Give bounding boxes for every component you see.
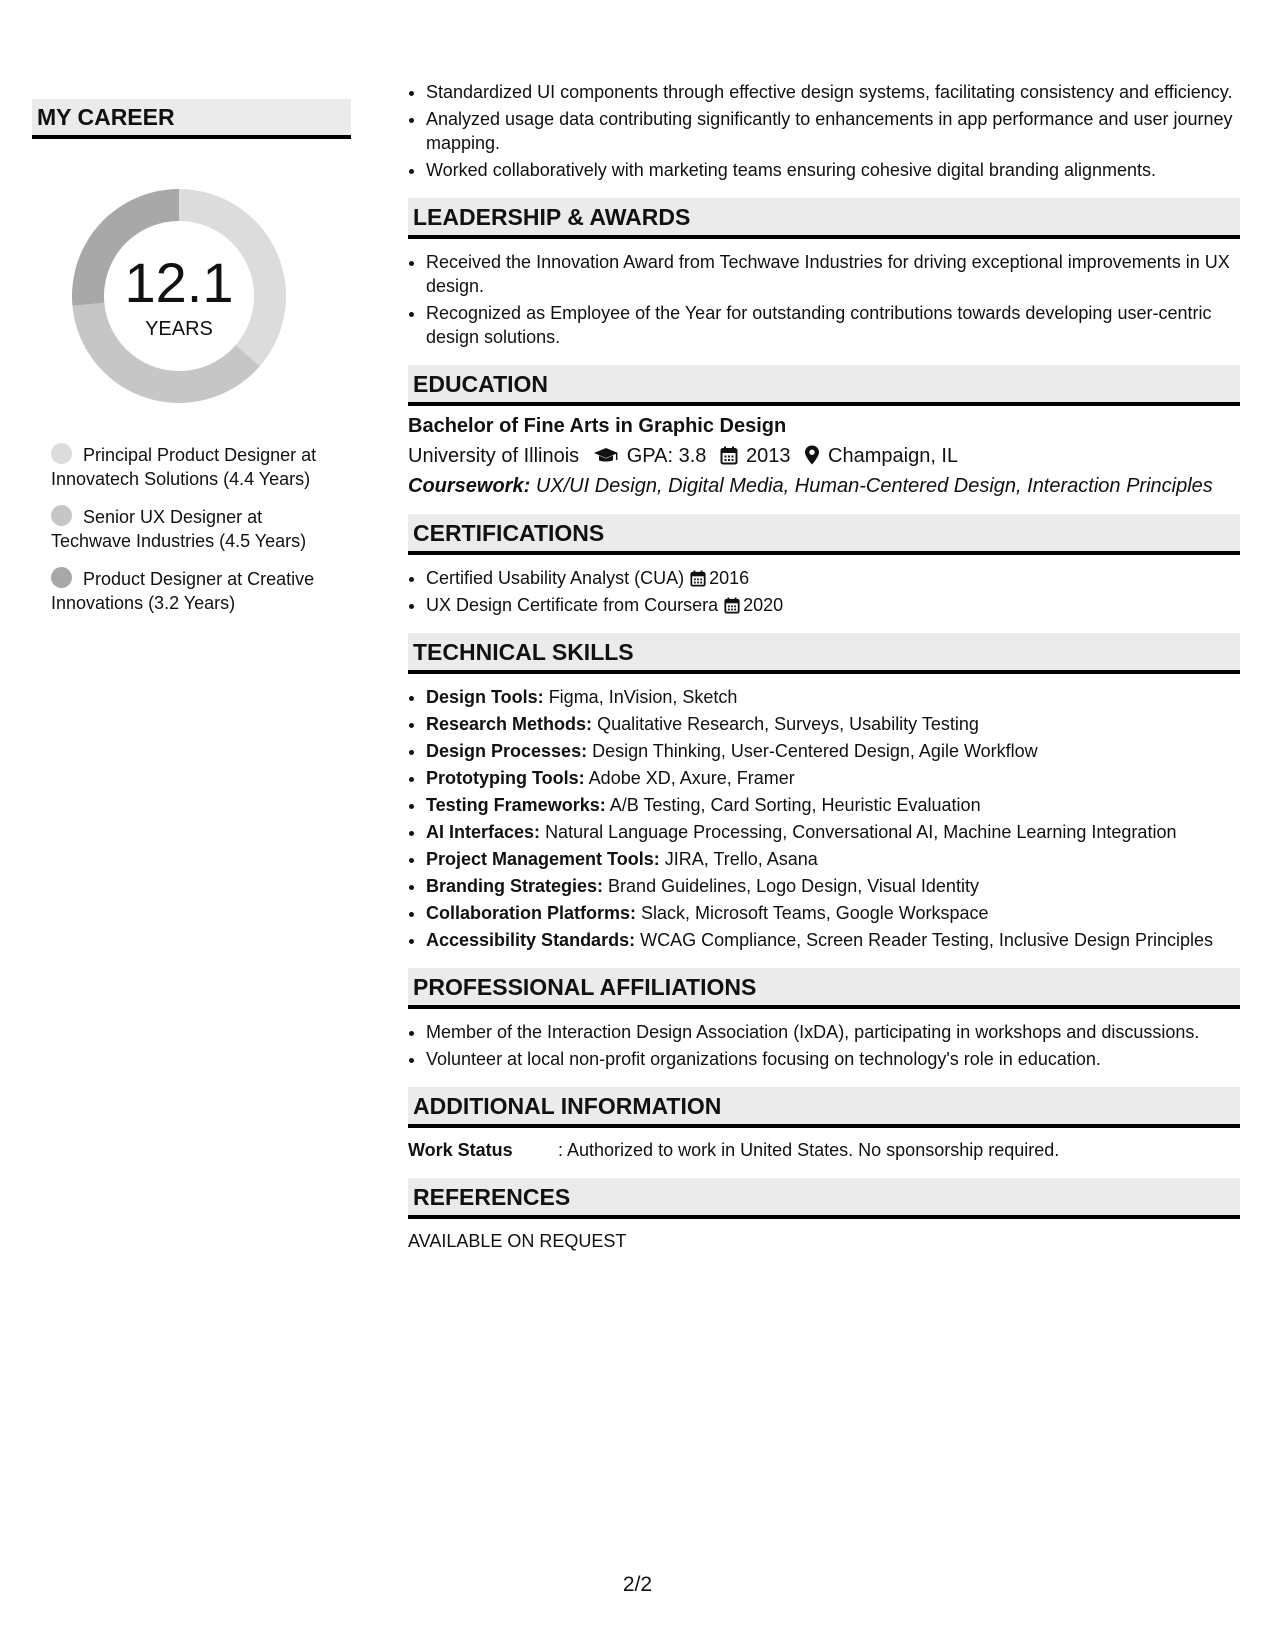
certification-name: UX Design Certificate from Coursera <box>426 595 719 615</box>
skill-value: WCAG Compliance, Screen Reader Testing, Inclusive Design Principles <box>640 930 1214 950</box>
certification-name: Certified Usability Analyst (CUA) <box>426 568 685 588</box>
affiliations-heading: PROFESSIONAL AFFILIATIONS <box>408 968 1240 1009</box>
references-heading: REFERENCES <box>408 1178 1240 1219</box>
certifications-list <box>408 566 1240 617</box>
skills-section <box>408 633 1240 952</box>
coursework-line <box>408 474 1240 498</box>
skill-label: Project Management Tools: <box>426 849 660 869</box>
additional-info-section <box>408 1087 1240 1162</box>
affiliations-list <box>408 1020 1240 1071</box>
skill-value: Brand Guidelines, Logo Design, Visual Identity <box>608 876 979 896</box>
skill-label: Accessibility Standards: <box>426 930 636 950</box>
skill-value: Adobe XD, Axure, Framer <box>588 768 795 788</box>
list-item: • Volunteer at local non-profit organizations focusing on technology's role in education. <box>426 1047 1240 1071</box>
list-item <box>426 820 1240 844</box>
list-item <box>426 685 1240 709</box>
experience-bullets <box>408 80 1240 182</box>
education-heading: EDUCATION <box>408 365 1240 406</box>
skill-value: Qualitative Research, Surveys, Usability Testing <box>597 714 979 734</box>
calendar-icon <box>690 570 706 587</box>
skill-value: Natural Language Processing, Conversational AI, Machine Learning Integration <box>545 822 1177 842</box>
awards-list <box>408 250 1240 349</box>
certification-year: 2016 <box>709 568 750 588</box>
main-column <box>408 80 1240 1253</box>
list-item <box>426 766 1240 790</box>
coursework-value: UX/UI Design, Digital Media, Human-Centered Design, Interaction Principles <box>535 475 1213 497</box>
skill-value: Figma, InVision, Sketch <box>548 687 738 707</box>
legend-dot <box>51 567 72 588</box>
legend-dot <box>51 443 72 464</box>
location-pin-icon <box>804 445 820 465</box>
degree-title: Bachelor of Fine Arts in Graphic Design <box>408 415 787 437</box>
list-item: • Analyzed usage data contributing significantly to enhancements in app performance and user journey mapping. <box>426 107 1240 155</box>
list-item <box>426 566 1240 590</box>
skill-label: Research Methods: <box>426 714 593 734</box>
awards-heading: LEADERSHIP & AWARDS <box>408 198 1240 239</box>
calendar-icon <box>720 446 738 465</box>
skill-value: Slack, Microsoft Teams, Google Workspace <box>641 903 989 923</box>
list-item: • Recognized as Employee of the Year for outstanding contributions towards developing user-centric design solutions. <box>426 301 1240 349</box>
calendar-icon <box>724 597 740 614</box>
list-item <box>426 739 1240 763</box>
coursework-label: Coursework: <box>408 475 531 497</box>
career-legend <box>51 443 341 615</box>
references-text: AVAILABLE ON REQUEST <box>408 1231 627 1251</box>
references-section <box>408 1178 1240 1253</box>
skill-label: AI Interfaces: <box>426 822 541 842</box>
career-heading: MY CAREER <box>32 99 351 139</box>
skill-label: Collaboration Platforms: <box>426 903 637 923</box>
list-item: • Member of the Interaction Design Association (IxDA), participating in workshops and discussions. <box>426 1020 1240 1044</box>
work-status-value: : Authorized to work in United States. No sponsorship required. <box>558 1140 1060 1160</box>
legend-item-role-1 <box>51 443 341 491</box>
list-item: • Worked collaboratively with marketing teams ensuring cohesive digital branding alignments. <box>426 158 1240 182</box>
skill-value: JIRA, Trello, Asana <box>664 849 818 869</box>
legend-label: Senior UX Designer at Techwave Industries (4.5 Years) <box>51 507 307 551</box>
graduation-cap-icon <box>593 447 619 465</box>
skill-label: Branding Strategies: <box>426 876 604 896</box>
certifications-section <box>408 514 1240 617</box>
list-item <box>426 847 1240 871</box>
skill-label: Prototyping Tools: <box>426 768 585 788</box>
affiliations-section <box>408 968 1240 1071</box>
work-status-label: Work Status <box>408 1140 513 1160</box>
page-number: 2/2 <box>622 1573 653 1596</box>
school-location: Champaign, IL <box>828 445 959 467</box>
skill-label: Design Tools: <box>426 687 544 707</box>
school-name: University of Illinois <box>408 445 580 467</box>
list-item <box>426 901 1240 925</box>
list-item: • Standardized UI components through effective design systems, facilitating consistency and efficiency. <box>426 80 1240 104</box>
list-item <box>426 874 1240 898</box>
list-item <box>426 712 1240 736</box>
list-item <box>426 593 1240 617</box>
legend-label: Product Designer at Creative Innovations (3.2 Years) <box>51 569 315 613</box>
certifications-heading: CERTIFICATIONS <box>408 514 1240 555</box>
list-item <box>426 793 1240 817</box>
sidebar <box>32 99 351 629</box>
skills-heading: TECHNICAL SKILLS <box>408 633 1240 674</box>
skill-value: Design Thinking, User-Centered Design, Agile Workflow <box>592 741 1038 761</box>
additional-info-heading: ADDITIONAL INFORMATION <box>408 1087 1240 1128</box>
gpa-value: GPA: 3.8 <box>626 445 707 467</box>
legend-label: Principal Product Designer at Innovatech Solutions (4.4 Years) <box>51 445 317 489</box>
education-details <box>408 444 1240 468</box>
legend-item-role-3 <box>51 567 341 615</box>
work-status-row <box>408 1138 1240 1162</box>
list-item: • Received the Innovation Award from Techwave Industries for driving exceptional improvements in UX design. <box>426 250 1240 298</box>
skill-value: A/B Testing, Card Sorting, Heuristic Evaluation <box>609 795 981 815</box>
skill-label: Design Processes: <box>426 741 588 761</box>
legend-item-role-2 <box>51 505 341 553</box>
legend-dot <box>51 505 72 526</box>
education-section <box>408 365 1240 498</box>
awards-section <box>408 198 1240 349</box>
certification-year: 2020 <box>743 595 784 615</box>
list-item <box>426 928 1240 952</box>
total-years-unit: YEARS <box>145 318 213 340</box>
graduation-year: 2013 <box>745 445 791 467</box>
skills-list <box>408 685 1240 952</box>
total-years-value: 12.1 <box>124 251 234 314</box>
skill-label: Testing Frameworks: <box>426 795 606 815</box>
career-donut-chart <box>64 181 294 411</box>
